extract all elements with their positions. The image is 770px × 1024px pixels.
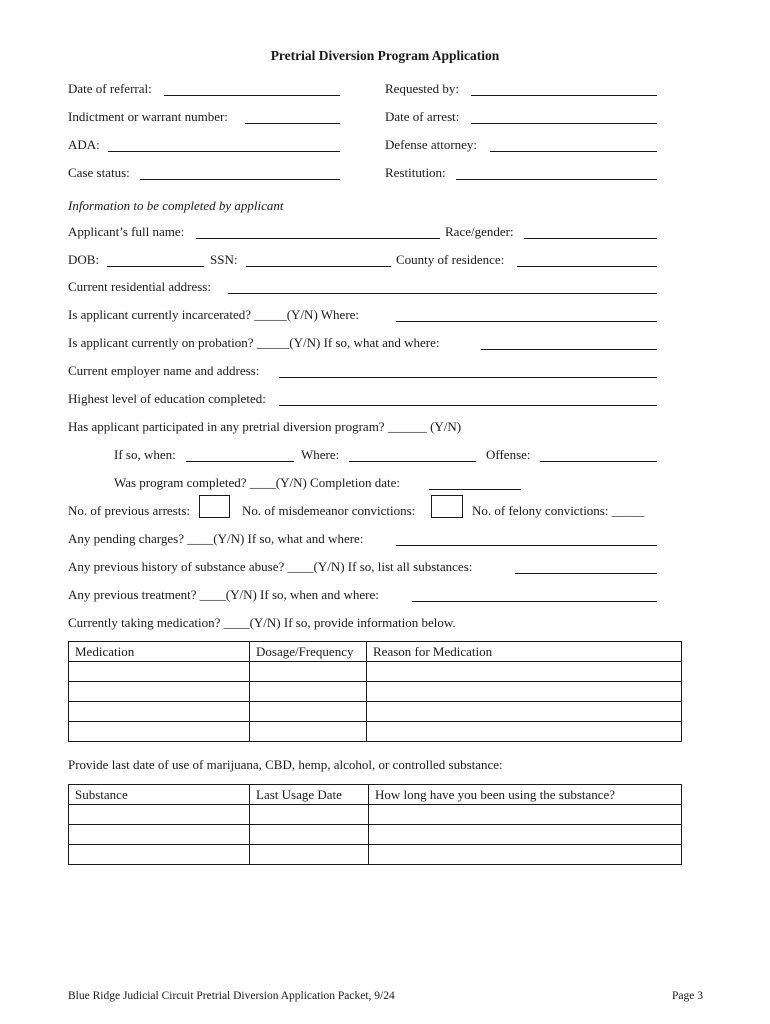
table-cell[interactable] xyxy=(69,662,250,682)
table-cell[interactable] xyxy=(250,845,369,865)
if-so-when-label: If so, when: xyxy=(114,447,176,462)
defense-attorney-label: Defense attorney: xyxy=(385,137,478,152)
treatment-label: Any previous treatment? ____(Y/N) If so, when and where: xyxy=(68,587,379,602)
prev-arrests-label: No. of previous arrests: xyxy=(68,503,191,518)
substance-abuse-field[interactable] xyxy=(515,573,657,574)
table-cell[interactable] xyxy=(250,825,369,845)
education-label: Highest level of education completed: xyxy=(68,391,266,406)
full-name-field[interactable] xyxy=(196,238,440,239)
restitution-field[interactable] xyxy=(456,179,657,180)
medication-header: Medication xyxy=(69,642,250,662)
table-cell[interactable] xyxy=(367,702,682,722)
table-row[interactable] xyxy=(69,662,682,682)
probation-field[interactable] xyxy=(481,349,657,350)
education-field[interactable] xyxy=(279,405,657,406)
where-field[interactable] xyxy=(349,461,476,462)
table-cell[interactable] xyxy=(369,805,682,825)
table-cell[interactable] xyxy=(367,662,682,682)
pending-field[interactable] xyxy=(396,545,657,546)
felony-label: No. of felony convictions: _____ xyxy=(472,503,645,518)
ssn-label: SSN: xyxy=(210,252,238,267)
date-of-arrest-field[interactable] xyxy=(471,123,657,124)
how-long-header: How long have you been using the substance? xyxy=(369,785,682,805)
table-cell[interactable] xyxy=(69,825,250,845)
participated-label: Has applicant participated in any pretrial diversion program? ______ (Y/N) xyxy=(68,419,462,434)
table-row[interactable] xyxy=(69,825,682,845)
ada-label: ADA: xyxy=(68,137,100,152)
incarcerated-label: Is applicant currently incarcerated? _____(Y/N) Where: xyxy=(68,307,360,322)
substance-header: Substance xyxy=(69,785,250,805)
table-cell[interactable] xyxy=(69,845,250,865)
indictment-field[interactable] xyxy=(245,123,340,124)
table-row[interactable] xyxy=(69,845,682,865)
where-label: Where: xyxy=(301,447,340,462)
table-header-row xyxy=(69,785,682,805)
table-cell[interactable] xyxy=(250,702,367,722)
requested-by-label: Requested by: xyxy=(385,81,460,96)
table-row[interactable] xyxy=(69,702,682,722)
table-cell[interactable] xyxy=(250,722,367,742)
race-gender-field[interactable] xyxy=(524,238,657,239)
date-of-arrest-label: Date of arrest: xyxy=(385,109,460,124)
address-field[interactable] xyxy=(228,293,657,294)
last-usage-header: Last Usage Date xyxy=(250,785,369,805)
reason-header: Reason for Medication xyxy=(367,642,682,662)
date-of-referral-field[interactable] xyxy=(164,95,340,96)
applicant-section-heading: Information to be completed by applicant xyxy=(68,198,284,213)
table-header-row xyxy=(69,642,682,662)
employer-field[interactable] xyxy=(279,377,657,378)
page-number: Page 3 xyxy=(672,990,703,1002)
footer-text: Blue Ridge Judicial Circuit Pretrial Diversion Application Packet, 9/24 xyxy=(68,990,395,1002)
medication-table xyxy=(68,641,682,742)
full-name-label: Applicant’s full name: xyxy=(68,224,185,239)
table-cell[interactable] xyxy=(69,805,250,825)
county-label: County of residence: xyxy=(396,252,505,267)
case-status-field[interactable] xyxy=(140,179,340,180)
table-cell[interactable] xyxy=(367,722,682,742)
ada-field[interactable] xyxy=(108,151,340,152)
substance-prompt: Provide last date of use of marijuana, CBD, hemp, alcohol, or controlled substance: xyxy=(68,757,503,772)
restitution-label: Restitution: xyxy=(385,165,446,180)
race-gender-label: Race/gender: xyxy=(445,224,514,239)
incarcerated-where-field[interactable] xyxy=(396,321,657,322)
ssn-field[interactable] xyxy=(246,266,391,267)
county-field[interactable] xyxy=(517,266,657,267)
requested-by-field[interactable] xyxy=(471,95,657,96)
substance-abuse-label: Any previous history of substance abuse? ____(Y/N) If so, list all substances: xyxy=(68,559,473,574)
misdemeanor-box[interactable] xyxy=(431,495,463,518)
probation-label: Is applicant currently on probation? _____(Y/N) If so, what and where: xyxy=(68,335,440,350)
table-row[interactable] xyxy=(69,682,682,702)
table-cell[interactable] xyxy=(367,682,682,702)
table-cell[interactable] xyxy=(250,662,367,682)
address-label: Current residential address: xyxy=(68,279,211,294)
table-cell[interactable] xyxy=(69,702,250,722)
dosage-header: Dosage/Frequency xyxy=(250,642,367,662)
table-cell[interactable] xyxy=(69,682,250,702)
employer-label: Current employer name and address: xyxy=(68,363,260,378)
dob-field[interactable] xyxy=(107,266,204,267)
if-so-when-field[interactable] xyxy=(186,461,294,462)
offense-field[interactable] xyxy=(540,461,657,462)
treatment-field[interactable] xyxy=(412,601,657,602)
table-row[interactable] xyxy=(69,722,682,742)
date-of-referral-label: Date of referral: xyxy=(68,81,152,96)
dob-label: DOB: xyxy=(68,252,100,267)
indictment-label: Indictment or warrant number: xyxy=(68,109,228,124)
case-status-label: Case status: xyxy=(68,165,130,180)
prev-arrests-box[interactable] xyxy=(199,495,230,518)
table-cell[interactable] xyxy=(369,825,682,845)
medication-label: Currently taking medication? ____(Y/N) If so, provide information below. xyxy=(68,615,456,630)
misdemeanor-label: No. of misdemeanor convictions: xyxy=(242,503,416,518)
table-cell[interactable] xyxy=(250,682,367,702)
table-cell[interactable] xyxy=(369,845,682,865)
defense-attorney-field[interactable] xyxy=(490,151,657,152)
program-completed-label: Was program completed? ____(Y/N) Completion date: xyxy=(114,475,400,490)
pending-label: Any pending charges? ____(Y/N) If so, what and where: xyxy=(68,531,364,546)
completion-date-field[interactable] xyxy=(429,489,521,490)
table-cell[interactable] xyxy=(69,722,250,742)
page-title: Pretrial Diversion Program Application xyxy=(270,48,500,63)
substance-table xyxy=(68,784,682,865)
offense-label: Offense: xyxy=(486,447,531,462)
table-cell[interactable] xyxy=(250,805,369,825)
table-row[interactable] xyxy=(69,805,682,825)
